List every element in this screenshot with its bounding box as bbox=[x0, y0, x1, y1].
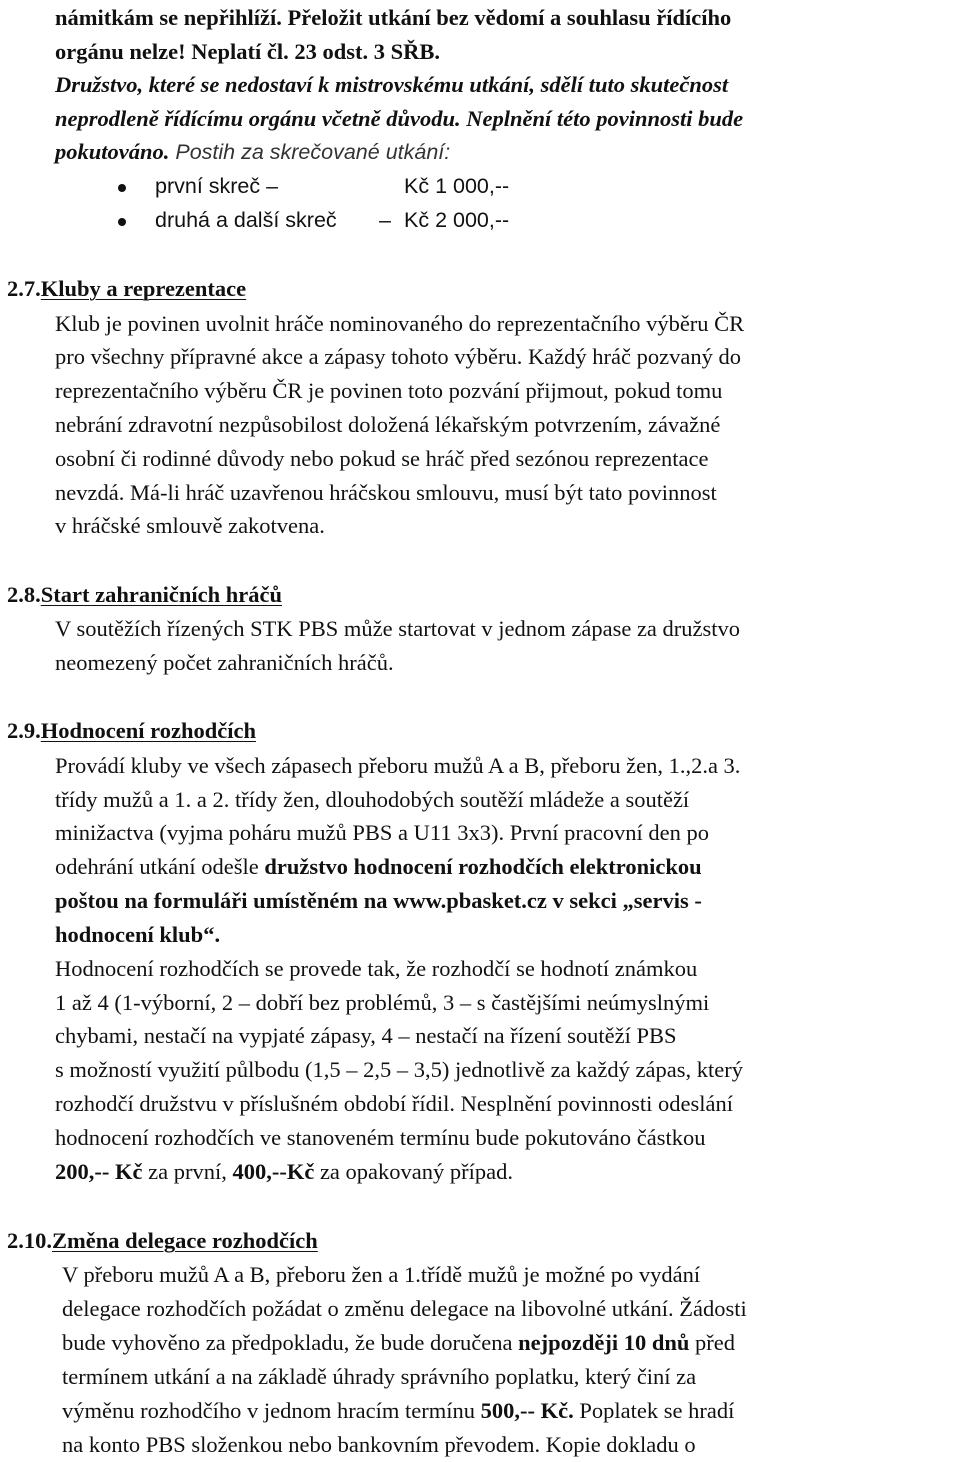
section-2-9-heading bbox=[7, 720, 256, 743]
intro-line-1: námitkám se nepřihlíží. Přeložit utkání bez vědomí a souhlasu řídícího bbox=[55, 5, 732, 30]
s210-line: na konto PBS složenkou nebo bankovním převodem. Kopie dokladu o bbox=[62, 1432, 696, 1457]
s29-bold-line: poštou na formuláři umístěném na www.pbasket.cz v sekci „servis - bbox=[55, 888, 702, 913]
s29-bold-line: hodnocení klub“. bbox=[55, 922, 221, 947]
s29-line: minižactva (vyjma poháru mužů PBS a U11 3x3). První pracovní den po bbox=[55, 820, 710, 845]
s210-fee: 500,-- Kč. bbox=[480, 1398, 574, 1423]
s29-line: třídy mužů a 1. a 2. třídy žen, dlouhodobých soutěží mládeže a soutěží bbox=[55, 787, 690, 812]
section-number: 2.7. bbox=[7, 276, 41, 301]
penalty-intro: Postih za skrečované utkání: bbox=[169, 140, 451, 164]
s27-line: reprezentačního výběru ČR je povinen toto pozvání přijmout, pokud tomu bbox=[55, 378, 723, 403]
intro-line-5-bold: pokutováno. bbox=[55, 139, 170, 164]
s210-line: delegace rozhodčích požádat o změnu delegace na libovolné utkání. Žádosti bbox=[62, 1296, 747, 1321]
section-number: 2.10. bbox=[7, 1228, 52, 1253]
fine-text: za první, bbox=[142, 1159, 233, 1184]
fine-first: 200,-- Kč bbox=[55, 1159, 143, 1184]
bullet-icon bbox=[118, 184, 126, 192]
fine-repeat: 400,--Kč bbox=[232, 1159, 315, 1184]
section-title: Změna delegace rozhodčích bbox=[52, 1228, 318, 1253]
s27-line: Klub je povinen uvolnit hráče nominovaného do reprezentačního výběru ČR bbox=[55, 311, 745, 336]
section-title: Kluby a reprezentace bbox=[40, 276, 247, 301]
section-number: 2.8. bbox=[7, 582, 41, 607]
s29-line bbox=[55, 856, 702, 879]
s28-line: neomezený počet zahraničních hráčů. bbox=[55, 650, 394, 675]
s29-fine-line bbox=[55, 1161, 513, 1184]
s210-text: bude vyhověno za předpokladu, že bude doručena bbox=[62, 1330, 519, 1355]
penalty-amount-2: Kč 2 000,-- bbox=[404, 208, 510, 232]
s29-line: chybami, nestačí na vypjaté zápasy, 4 – nestačí na řízení soutěží PBS bbox=[55, 1023, 677, 1048]
s210-text: před bbox=[689, 1330, 735, 1355]
s27-line: osobní či rodinné důvody nebo pokud se hráč před sezónou reprezentace bbox=[55, 446, 709, 471]
bullet-icon bbox=[118, 218, 126, 226]
s29-line: 1 až 4 (1-výborní, 2 – dobří bez problémů, 3 – s častějšími neúmyslnými bbox=[55, 990, 710, 1015]
section-2-8-heading bbox=[7, 584, 282, 607]
s210-line: termínem utkání a na základě úhrady správního poplatku, který činí za bbox=[62, 1364, 697, 1389]
s28-line: V soutěžích řízených STK PBS může startovat v jednom zápase za družstvo bbox=[55, 616, 741, 641]
penalty-label-1: první skreč – bbox=[155, 174, 279, 198]
section-2-10-heading bbox=[7, 1230, 318, 1253]
section-number: 2.9. bbox=[7, 718, 41, 743]
intro-line-5 bbox=[55, 141, 450, 164]
intro-line-3: Družstvo, které se nedostaví k mistrovskému utkání, sdělí tuto skutečnost bbox=[55, 72, 729, 97]
penalty-label-2: druhá a další skreč bbox=[155, 208, 337, 232]
s29-line: Provádí kluby ve všech zápasech přeboru mužů A a B, přeboru žen, 1.,2.a 3. bbox=[55, 753, 741, 778]
s29-line: Hodnocení rozhodčích se provede tak, že rozhodčí se hodnotí známkou bbox=[55, 956, 698, 981]
s210-line: V přeboru mužů A a B, přeboru žen a 1.třídě mužů je možné po vydání bbox=[62, 1262, 701, 1287]
section-title: Start zahraničních hráčů bbox=[40, 582, 282, 607]
fine-text: za opakovaný případ. bbox=[314, 1159, 513, 1184]
s29-line: s možností využití půlbodu (1,5 – 2,5 – 3,5) jednotlivě za každý zápas, který bbox=[55, 1057, 743, 1082]
s29-line: hodnocení rozhodčích ve stanoveném termínu bude pokutováno částkou bbox=[55, 1125, 706, 1150]
section-2-7-heading bbox=[7, 278, 246, 301]
s210-line bbox=[62, 1400, 734, 1423]
s210-line bbox=[62, 1332, 735, 1355]
intro-line-4: neprodleně řídícímu orgánu včetně důvodu. Neplnění této povinnosti bude bbox=[55, 106, 744, 131]
s29-line: rozhodčí družstvu v příslušném období řídil. Nesplnění povinnosti odeslání bbox=[55, 1091, 734, 1116]
penalty-amount-1: Kč 1 000,-- bbox=[404, 174, 510, 198]
s210-text: Poplatek se hradí bbox=[573, 1398, 735, 1423]
section-title: Hodnocení rozhodčích bbox=[40, 718, 256, 743]
s210-text: výměnu rozhodčího v jednom hracím termínu bbox=[62, 1398, 481, 1423]
s29-bold-text: družstvo hodnocení rozhodčích elektronickou bbox=[264, 854, 702, 879]
s210-deadline: nejpozději 10 dnů bbox=[518, 1330, 690, 1355]
s29-text: odehrání utkání odešle bbox=[55, 854, 265, 879]
s27-line: v hráčské smlouvě zakotvena. bbox=[55, 513, 325, 538]
s27-line: nebrání zdravotní nezpůsobilost doložená lékařským potvrzením, závažné bbox=[55, 412, 721, 437]
penalty-dash-2: – bbox=[379, 208, 391, 232]
s27-line: nevzdá. Má-li hráč uzavřenou hráčskou smlouvu, musí být tato povinnost bbox=[55, 480, 717, 505]
intro-line-2: orgánu nelze! Neplatí čl. 23 odst. 3 SŘB. bbox=[55, 39, 440, 64]
s27-line: pro všechny přípravné akce a zápasy tohoto výběru. Každý hráč pozvaný do bbox=[55, 344, 741, 369]
